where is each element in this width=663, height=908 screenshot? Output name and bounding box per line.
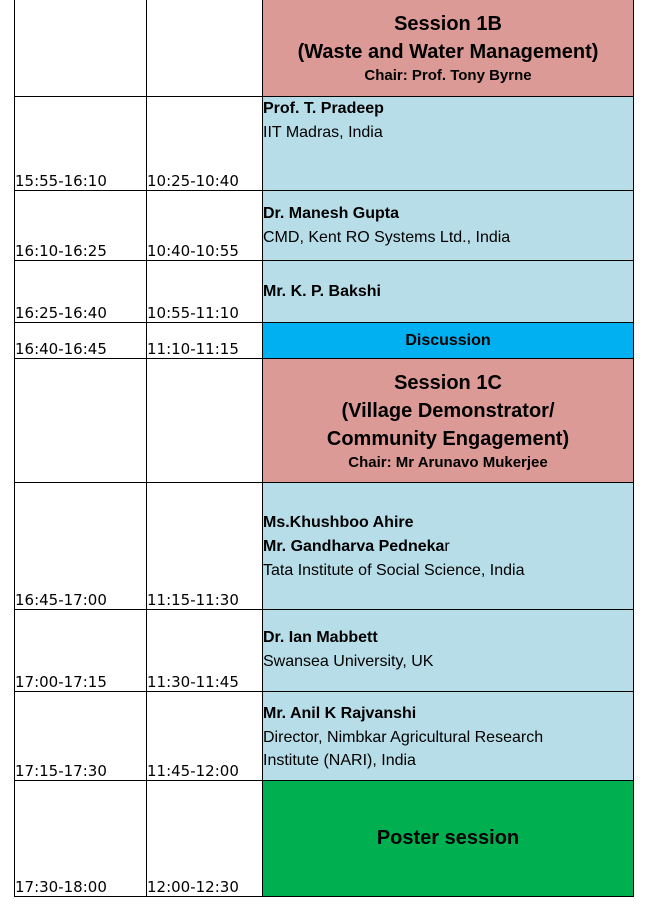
session-chair: Chair: Prof. Tony Byrne — [364, 66, 532, 84]
local-time-cell: 17:30-18:00 — [15, 781, 147, 897]
local-time-cell: 17:15-17:30 — [15, 692, 147, 781]
table-row — [15, 483, 634, 610]
speaker-affiliation: Tata Institute of Social Science, India — [263, 562, 525, 579]
talk-cell — [263, 261, 634, 323]
local-time-cell: 16:45-17:00 — [15, 483, 147, 610]
speaker-affiliation: Director, Nimbkar Agricultural Research — [263, 729, 544, 746]
speaker-name: Ms.Khushboo Ahire — [263, 514, 414, 531]
session-1b-header-row — [15, 0, 634, 97]
poster-session-cell: Poster session — [263, 781, 634, 897]
talk-cell — [263, 610, 634, 692]
speaker-affiliation: Institute (NARI), India — [263, 752, 416, 769]
session-title: Session 1B — [394, 12, 502, 35]
speaker-name: Dr. Ian Mabbett — [263, 629, 378, 646]
discussion-cell: Discussion — [263, 323, 634, 359]
speaker-name: Mr. Anil K Rajvanshi — [263, 705, 417, 722]
session-chair: Chair: Mr Arunavo Mukerjee — [348, 453, 548, 471]
speaker-name-bold: Mr. Gandharva Pedneka — [263, 538, 445, 555]
local-time-cell: 15:55-16:10 — [15, 97, 147, 191]
uk-time-cell: 11:45-12:00 — [147, 692, 263, 781]
speaker-affiliation: Swansea University, UK — [263, 653, 434, 670]
local-time-cell: 16:40-16:45 — [15, 323, 147, 359]
empty-time-cell — [147, 359, 263, 483]
session-subtitle-line: Community Engagement) — [326, 427, 570, 450]
table-row — [15, 261, 634, 323]
uk-time-cell: 10:40-10:55 — [147, 191, 263, 261]
talk-cell — [263, 97, 634, 191]
uk-time-cell: 10:25-10:40 — [147, 97, 263, 191]
uk-time-cell: 10:55-11:10 — [147, 261, 263, 323]
session-1c-header — [263, 359, 634, 483]
empty-time-cell — [15, 0, 147, 97]
uk-time-cell: 11:10-11:15 — [147, 323, 263, 359]
uk-time-cell: 12:00-12:30 — [147, 781, 263, 897]
table-row — [15, 191, 634, 261]
talk-cell — [263, 483, 634, 610]
speaker-name: Dr. Manesh Gupta — [263, 205, 400, 222]
speaker-name-2 — [263, 535, 633, 559]
talk-cell — [263, 692, 634, 781]
session-1b-header — [263, 0, 634, 97]
speaker-name: Mr. K. P. Bakshi — [263, 283, 381, 300]
session-subtitle-line: (Village Demonstrator/ — [341, 399, 555, 422]
poster-row — [15, 781, 634, 897]
speaker-affiliation: IIT Madras, India — [263, 124, 383, 141]
session-subtitle: (Waste and Water Management) — [297, 40, 599, 63]
table-row — [15, 610, 634, 692]
session-title: Session 1C — [394, 371, 502, 394]
table-row — [15, 97, 634, 191]
local-time-cell: 16:10-16:25 — [15, 191, 147, 261]
speaker-name: Prof. T. Pradeep — [263, 100, 384, 117]
table-row — [15, 692, 634, 781]
empty-time-cell — [147, 0, 263, 97]
local-time-cell: 16:25-16:40 — [15, 261, 147, 323]
empty-time-cell — [15, 359, 147, 483]
talk-cell — [263, 191, 634, 261]
speaker-name-tail: r — [444, 538, 450, 555]
discussion-row — [15, 323, 634, 359]
uk-time-cell: 11:30-11:45 — [147, 610, 263, 692]
local-time-cell: 17:00-17:15 — [15, 610, 147, 692]
uk-time-cell: 11:15-11:30 — [147, 483, 263, 610]
schedule-table — [14, 0, 634, 897]
session-1c-header-row — [15, 359, 634, 483]
speaker-affiliation: CMD, Kent RO Systems Ltd., India — [263, 229, 511, 246]
